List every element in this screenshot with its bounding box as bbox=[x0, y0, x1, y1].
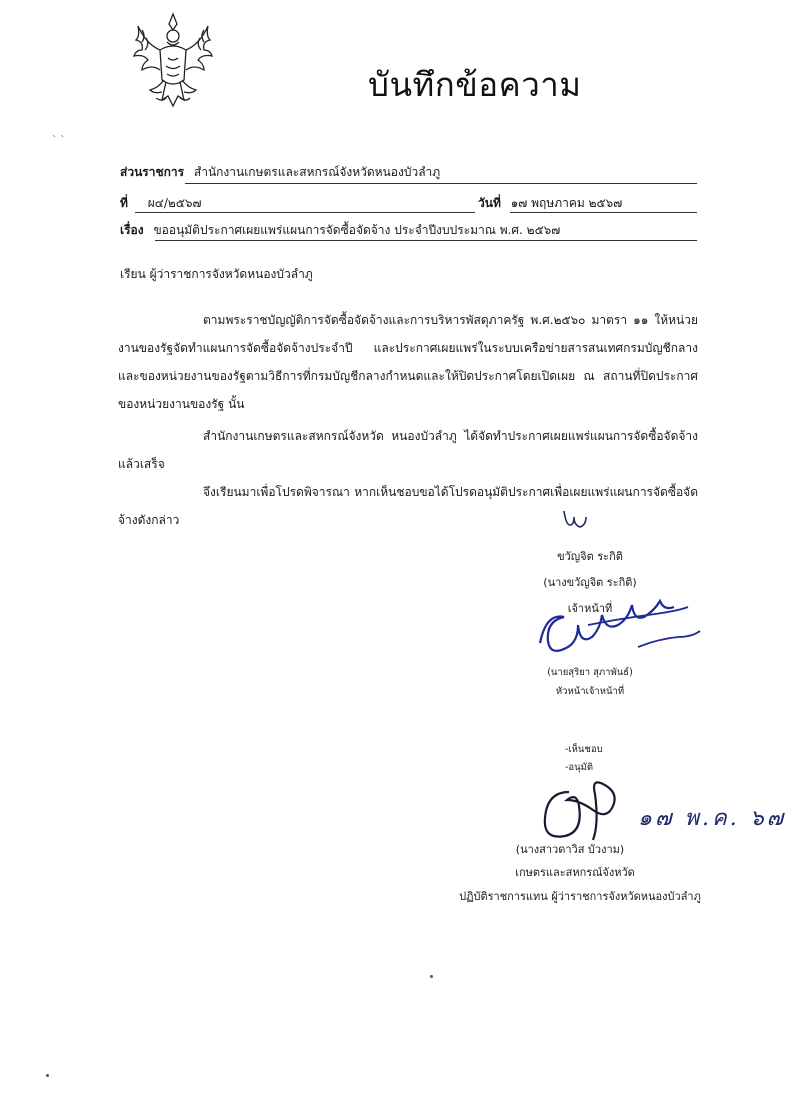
approver-full-name: (นางสาวดาวิส บัวงาม) bbox=[515, 843, 625, 856]
department-value: สำนักงานเกษตรและสหกรณ์จังหวัดหนองบัวลำภู bbox=[193, 165, 441, 179]
subject-rule bbox=[155, 240, 697, 241]
approver-position-2: ปฏิบัติราชการแทน ผู้ว่าราชการจังหวัดหนองบัวลำภู bbox=[459, 890, 701, 903]
scan-speck bbox=[46, 1074, 49, 1077]
body-paragraph-1: ตามพระราชบัญญัติการจัดซื้อจัดจ้างและการบริหารพัสดุภาครัฐ พ.ศ.๒๕๖๐ มาตรา ๑๑ ให้หน่วยงานของรัฐจัดทำแผนการจัดซื้อจัดจ้างประจำปี และประกาศเผยแพร่ในระบบเครือข่ายสารสนเทศกรมบัญชีกลางและของหน่วยงานของรัฐตามวิธีการที่กรมบัญชีกลางกำหนดและให้ปิดประกาศโดยเปิดเผย ณ สถานที่ปิดประกาศของหน่วยงานของรัฐ นั้น bbox=[118, 313, 698, 411]
signer-1-name: ขวัญจิต ระกิติ bbox=[557, 550, 623, 563]
handwritten-date: ๑๗ พ.ค. ๖๗ bbox=[638, 806, 787, 831]
approver-position-1: เกษตรและสหกรณ์จังหวัด bbox=[515, 866, 635, 879]
signer-1-full-name: (นางขวัญจิต ระกิติ) bbox=[543, 576, 637, 589]
date-label: วันที่ bbox=[478, 196, 501, 210]
department-label: ส่วนราชการ bbox=[120, 165, 185, 179]
date-value: ๑๗ พฤษภาคม ๒๕๖๗ bbox=[510, 196, 623, 210]
ref-rule bbox=[135, 212, 475, 213]
scan-speck bbox=[430, 975, 433, 978]
salutation: เรียน ผู้ว่าราชการจังหวัดหนองบัวลำภู bbox=[120, 267, 313, 281]
signature-mark-1 bbox=[560, 505, 590, 535]
signature-mark-2 bbox=[528, 585, 708, 669]
ref-line bbox=[120, 194, 202, 213]
department-rule bbox=[185, 183, 697, 184]
subject-line bbox=[120, 221, 560, 240]
body-paragraph-2: สำนักงานเกษตรและสหกรณ์จังหวัด หนองบัวลำภู ได้จัดทำประกาศเผยแพร่แผนการจัดซื้อจัดจ้าง แล้วเสร็จ bbox=[118, 429, 698, 471]
ref-value: ผ๔/๒๕๖๗ bbox=[147, 196, 202, 210]
signer-2-full-name: (นายสุริยา สุภาพันธ์) bbox=[547, 667, 633, 678]
approval-line-1: -เห็นชอบ bbox=[565, 744, 603, 755]
ref-label: ที่ bbox=[120, 196, 128, 210]
body-paragraph-3: จึงเรียนมาเพื่อโปรดพิจารณา หากเห็นชอบขอได้โปรดอนุมัติประกาศเพื่อเผยแพร่แผนการจัดซื้อจัดจ้างดังกล่าว bbox=[118, 485, 698, 527]
department-line bbox=[120, 163, 440, 182]
signer-2-position: หัวหน้าเจ้าหน้าที่ bbox=[555, 686, 625, 697]
scan-mark: ` ` bbox=[52, 135, 66, 146]
subject-label: เรื่อง bbox=[120, 223, 144, 237]
document-title: บันทึกข้อความ bbox=[368, 65, 582, 104]
approval-signature bbox=[535, 762, 645, 846]
approval-line-2: -อนุมัติ bbox=[565, 762, 594, 773]
date-rule bbox=[510, 212, 697, 213]
subject-value: ขออนุมัติประกาศเผยแพร่แผนการจัดซื้อจัดจ้าง ประจำปีงบประมาณ พ.ศ. ๒๕๖๗ bbox=[153, 223, 561, 237]
garuda-emblem bbox=[130, 10, 216, 115]
signer-1-position: เจ้าหน้าที่ bbox=[567, 602, 613, 615]
date-line bbox=[478, 194, 622, 213]
